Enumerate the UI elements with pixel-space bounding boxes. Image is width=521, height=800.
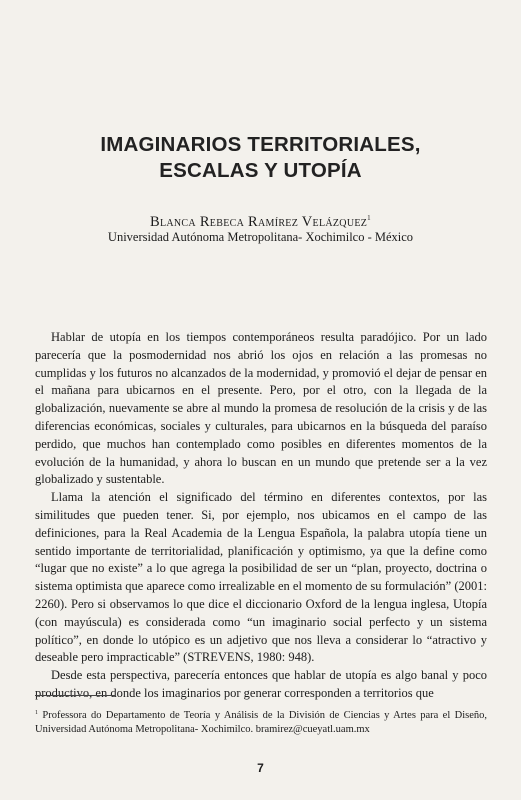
paragraph: Llama la atención el significado del término en diferentes contextos, por las similitudes que pueden tener. Si, por ejemplo, nos ubicamos en el campo de las definiciones, para la Real Academia de la Lengua Española, la palabra utopía tiene un sentido importante de territorialidad, planificación y optimismo, ya que la define como “lugar que no existe” a lo que agrega la posibilidad de ser un “plan, proyecto, doctrina o sistema optimista que aparece como irrealizable en el momento de su formulación” (2001: 2260). Pero si observamos lo que dice el diccionario Oxford de la lengua inglesa, Utopía (con mayúscula) es considerada como “un imaginario social perfecto y un sistema político”, en donde lo utópico es un adjetivo que nos lleva a considerar lo “atractivo y deseable pero impracticable” (STREVENS, 1980: 948). [35,490,487,665]
page-number: 7 [257,761,264,775]
paragraph: Desde esta perspectiva, parecería entonces que hablar de utopía es algo banal y poco productivo, en donde los imaginarios por generar corresponden a territorios que [35,668,487,700]
body-text [35,329,487,703]
footnote-mark: 1 [35,710,38,716]
footnote-divider [35,695,115,696]
author-affiliation: Universidad Autónoma Metropolitana- Xochimilco - México [107,230,414,244]
article-title-line-1: IMAGINARIOS TERRITORIALES, [100,133,421,156]
author-line [0,209,521,231]
footnote [35,706,487,737]
article-title [0,132,521,184]
author-name: Blanca Rebeca Ramírez Velázquez [150,214,368,230]
footnote-text: Professora do Departamento de Teoría y Análisis de la División de Ciencias y Artes para el Diseño, Universidad Autónoma Metropolitana- Xochimilco. bramirez@cueyatl.uam.mx [35,710,487,735]
article-title-line-2: ESCALAS Y UTOPÍA [159,159,362,182]
paragraph: Hablar de utopía en los tiempos contemporáneos resulta paradójico. Por un lado parecería que la posmodernidad nos abrió los ojos en relación a las promesas no cumplidas y los futuros no alcanzados de la modernidad, y promovió el dejar de pensar en el mañana para ubicarnos en el presente. Pero, por el otro, con la llegada de la globalización, nuevamente se abre al mundo la promesa de resolución de la crisis y de las diferencias económicas, sociales y culturales, para ubicarnos en la búsqueda del paraíso perdido, que muchos han contemplado como posibles en diferentes momentos de la evolución de la humanidad, y ahora lo buscan en un mundo que pretende ser a la vez globalizado y sustentable. [35,330,487,487]
author-footnote-mark: 1 [367,214,371,222]
